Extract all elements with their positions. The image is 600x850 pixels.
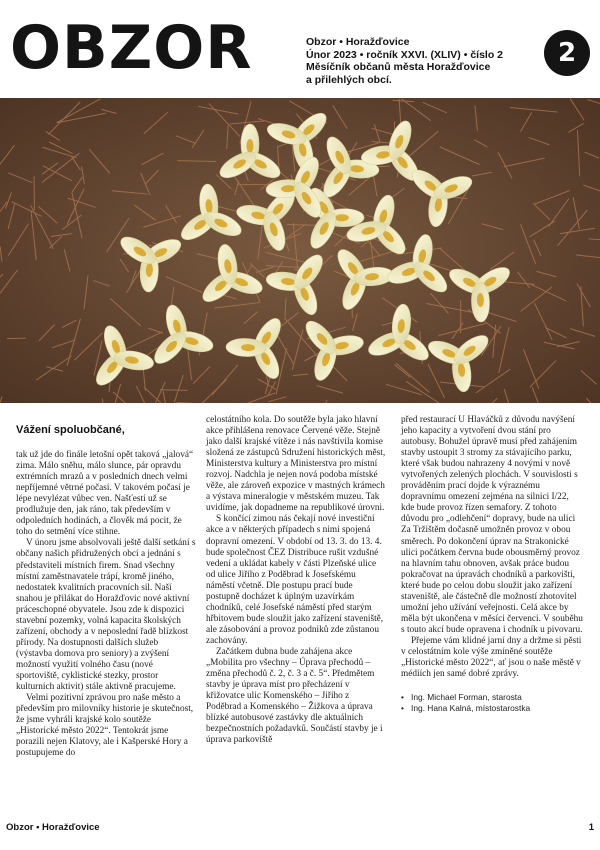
iris-flowers-image (0, 98, 600, 403)
pine-needle (7, 338, 26, 339)
masthead (10, 13, 590, 90)
publication-description-cont: a přilehlých obcí. (306, 73, 392, 86)
signature-name: • Ing. Hana Kalná, místostarostka (411, 702, 531, 713)
paragraph: před restaurací U Hlaváčků z důvodu navýšení jeho kapacity a vytvoření dvou stání pro autobusy. Bohužel úpravě musí před zahájením stavby ustoupit 3 stromy za stávajícího parku, které však budou nahrazeny 4 novými v nově vytvořených zelených plochách. V souvislosti s prováděním prací dojde k výraznému dopravnímu omezení zejména na silnici I/22, kde bude provoz řízen semafory. Z tohoto důvodu pro „odlehčení“ dopravy, bude na ulici Za Tržištěm dočasně umožněn provoz v obou směrech. Po dokončení úprav na Strakonické ulici počátkem června bude obousměrný provoz na hlavním tahu obnoven, avšak práce budou pokračovat na úpravách chodníků a parkovišti, které bude po celou dobu sloužit jako zařízení staveniště, ale částečně dle možností zhotovitel umožní jeho užívání veřejnosti. Celá akce by měla být ukončena v měsíci červenci. V souběhu s touto akcí bude opravena i chodník u pivovaru. (401, 415, 583, 635)
issue-number-badge: 2 (544, 30, 590, 76)
editorial-article (16, 415, 584, 815)
paragraph: V únoru jsme absolvovali ještě další setkání s občany našich přidružených obcí a jednání s představiteli místních firem. Snad všechny místní zaměstnavatele trápí, kromě jiného, nedostatek kvalitních pracovních sil. Naší snahou je přilákat do Horažďovic nové aktivní práceschopné obyvatele. Jsou zde k dispozici stavební pozemky, volná kapacita školských zařízení, obchody a v neposlední řadě blízkost přírody. Na dostupnosti dalších služeb (výstavba domova pro seniory) a zvýšení možností využití volného času (nové sportoviště, cyklistické stezky, prostor kulturních aktivit) stále aktivně pracujeme. (16, 538, 196, 693)
paragraph: Začátkem dubna bude zahájena akce „Mobilita pro všechny – Úprava přechodů – změna přechodů č. 2, č. 3 a č. 5“. Předmětem stavby je úprava míst pro přecházení v křižovatce ulic Komenského – Jiřího z Poděbrad a Komenského – Žižkova a úprava blízké autobusové zastávky dle aktuálních bezpečnostních požadavků. Součástí stavby je i úprava parkoviště (206, 646, 383, 746)
publication-description: Měsíčník občanů města Horažďovice (306, 61, 491, 73)
iris-spot (247, 139, 254, 153)
signature-name: • Ing. Michael Forman, starosta (411, 692, 522, 703)
article-column-2 (206, 415, 386, 746)
footer-publication: Obzor • Horažďovice (6, 822, 100, 833)
paragraph: S končící zimou nás čekají nové investiční akce a v některých případech s nimi spojená dopravní omezení. V období od 13. 3. do 13. 4. bude společnost ČEZ Distribuce rušit vzdušné vedení a ukládat kabely v části Plzeňské ulice od ulice Jiřího z Poděbrad k Josefskému náměstí včetně. Dle postupu prací bude postupně docházet k úplným uzavírkám chodníků, celé Josefské náměstí před starým hřbitovem bude sloužit jako zařízení staveniště, ale zásobování a provoz podniků zde zůstanou zachovány. (206, 514, 384, 646)
paragraph: Velmi pozitivní zprávou pro naše město a především pro milovníky historie je skutečnost, že jsme vyhráli krajské kolo soutěže „Historické město 2022“. Tentokrát jsme porazili nejen Klatovy, ale i Kašperské Hory a postupujeme do (16, 693, 194, 759)
cover-photo (0, 98, 600, 403)
article-column-1 (16, 420, 196, 759)
paragraph: tak už jde do finále letošní opět taková „jalová“ zima. Málo sněhu, málo slunce, pár opravdu extrémních mrazů a v posledních dnech velmi nepříjemné větrné počasí. V takovém počasí je lépe nevylézat vůbec ven. Našťestí už se prodlužuje den, jak ráno, tak především v odpoledních hodinách, a člověk má pocit, že toho do setmění více stihne. (16, 450, 194, 538)
page-number: 1 (588, 822, 594, 833)
pine-needle (160, 390, 188, 391)
article-column-3 (401, 415, 584, 713)
issue-info: Únor 2023 • ročník XXVI. (XLIV) • číslo 2 (306, 48, 503, 61)
paragraph: Přejeme vám klidné jarní dny a držme si pěsti v celostátním kole výše zmíněné soutěže „Historické město 2022“, ať jsou o naše městě v médiích jen samé dobré zprávy. (401, 635, 582, 680)
newsletter-logo: OBZOR (10, 13, 253, 83)
signature-mayor (401, 692, 584, 703)
publication-name: Obzor • Horažďovice (306, 36, 410, 48)
signature-list (401, 692, 584, 713)
signature-deputy-mayor (401, 703, 584, 714)
page-footer (6, 822, 594, 836)
paragraph: celostátního kola. Do soutěže byla jako hlavní akce přihlášena renovace Červené věže. Stejně jako další krajské vítěze i nás navštívila komise složená ze zástupců Sdružení historických měst, Ministerstva kultury a Ministerstva pro místní rozvoj. Nadchla je nejen nová podoba místské věže, ale zároveň expozice v mastných krámech a výstava mineralogie v městském muzeu. Tak uvidíme, jak dopadneme na republikové úrovni. (206, 415, 386, 514)
masthead-meta (306, 36, 536, 86)
article-salutation: Vážení spoluobčané, (16, 424, 125, 436)
